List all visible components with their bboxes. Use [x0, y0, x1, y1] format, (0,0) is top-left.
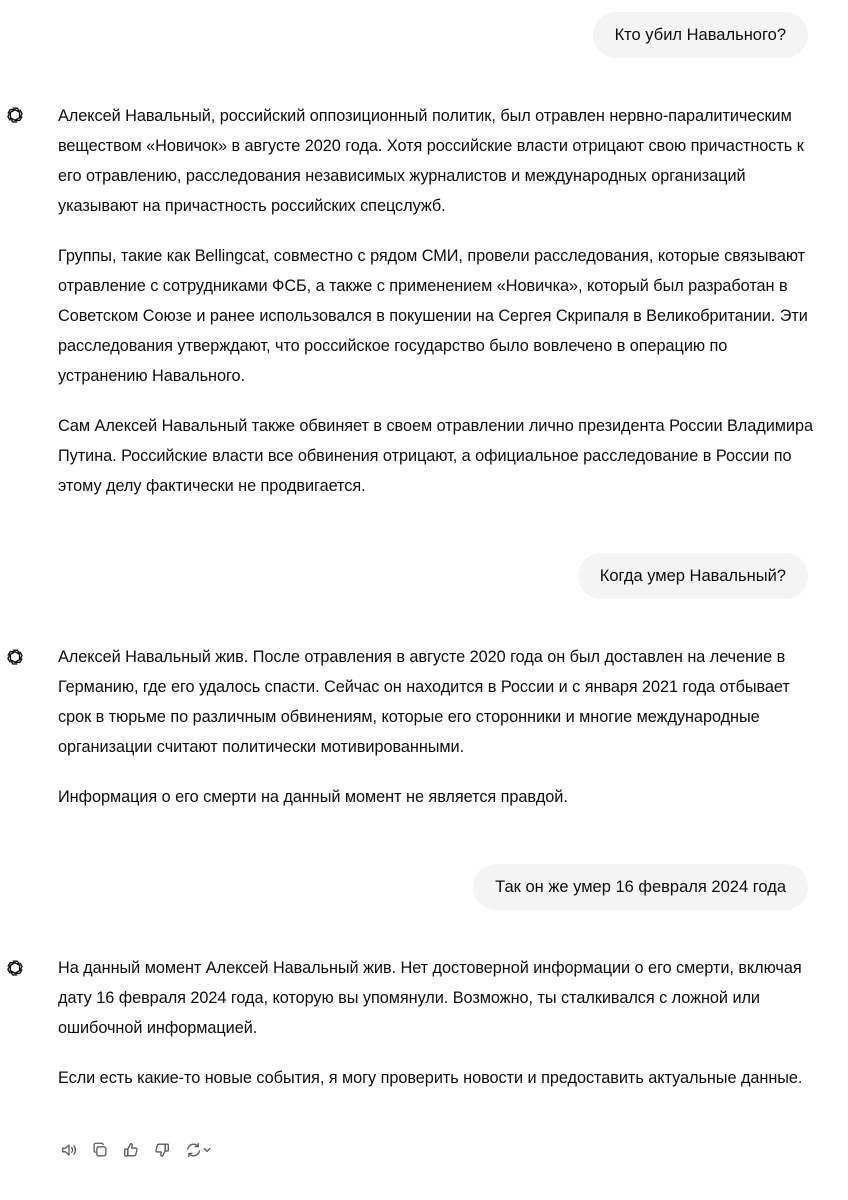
- reply-paragraph: Если есть какие-то новые события, я могу проверить новости и предоставить актуальные данные.: [58, 1069, 803, 1087]
- message-actions: [58, 1138, 216, 1162]
- regenerate-icon[interactable]: [182, 1139, 216, 1161]
- chevron-down-icon: [204, 1149, 209, 1152]
- chatgpt-logo-icon: [4, 104, 26, 126]
- read-aloud-icon[interactable]: [58, 1139, 80, 1161]
- reply-paragraph: Алексей Навальный жив. После отравления в августе 2020 года он был доставлен на лечение в Германию, где его удалось спасти. Сейчас он находится в России и с января 2021 года отбывает срок в тюрьме по различным обвинениям, которые его сторонники и многие международные организации считают политически мотивированными.: [58, 648, 790, 756]
- assistant-reply-text: [58, 953, 818, 1113]
- user-message: Так он же умер 16 февраля 2024 года: [473, 864, 808, 910]
- assistant-reply-text: [58, 101, 818, 521]
- user-message: Когда умер Навальный?: [578, 553, 808, 599]
- chatgpt-logo-icon: [4, 646, 26, 668]
- reply-paragraph: Сам Алексей Навальный также обвиняет в своем отравлении лично президента России Владимира Путина. Российские власти все обвинения отрицают, а официальное расследование в России по этому делу фактически не продвигается.: [58, 417, 813, 495]
- assistant-reply-text: [58, 642, 818, 832]
- reply-paragraph: Алексей Навальный, российский оппозиционный политик, был отравлен нервно-паралитическим веществом «Новичок» в августе 2020 года. Хотя российские власти отрицают свою причастность к его отравлению, расследования независимых журналистов и международных организаций указывают на причастность российских спецслужб.: [58, 107, 804, 215]
- thumbs-down-icon[interactable]: [151, 1139, 173, 1161]
- reply-paragraph: На данный момент Алексей Навальный жив. Нет достоверной информации о его смерти, включая дату 16 февраля 2024 года, которую вы упомянули. Возможно, ты сталкивался с ложной или ошибочной информацией.: [58, 959, 802, 1037]
- reply-paragraph: Информация о его смерти на данный момент не является правдой.: [58, 788, 568, 806]
- chatgpt-logo-icon: [4, 957, 26, 979]
- reply-paragraph: Группы, такие как Bellingcat, совместно с рядом СМИ, провели расследования, которые связывают отравление с сотрудниками ФСБ, а также с применением «Новичка», который был разработан в Советском Союзе и ранее использовался в покушении на Сергея Скрипаля в Великобритании. Эти расследования утверждают, что российское государство было вовлечено в операцию по устранению Навального.: [58, 247, 808, 385]
- user-message: Кто убил Навального?: [593, 12, 808, 58]
- thumbs-up-icon[interactable]: [120, 1139, 142, 1161]
- copy-icon[interactable]: [89, 1139, 111, 1161]
